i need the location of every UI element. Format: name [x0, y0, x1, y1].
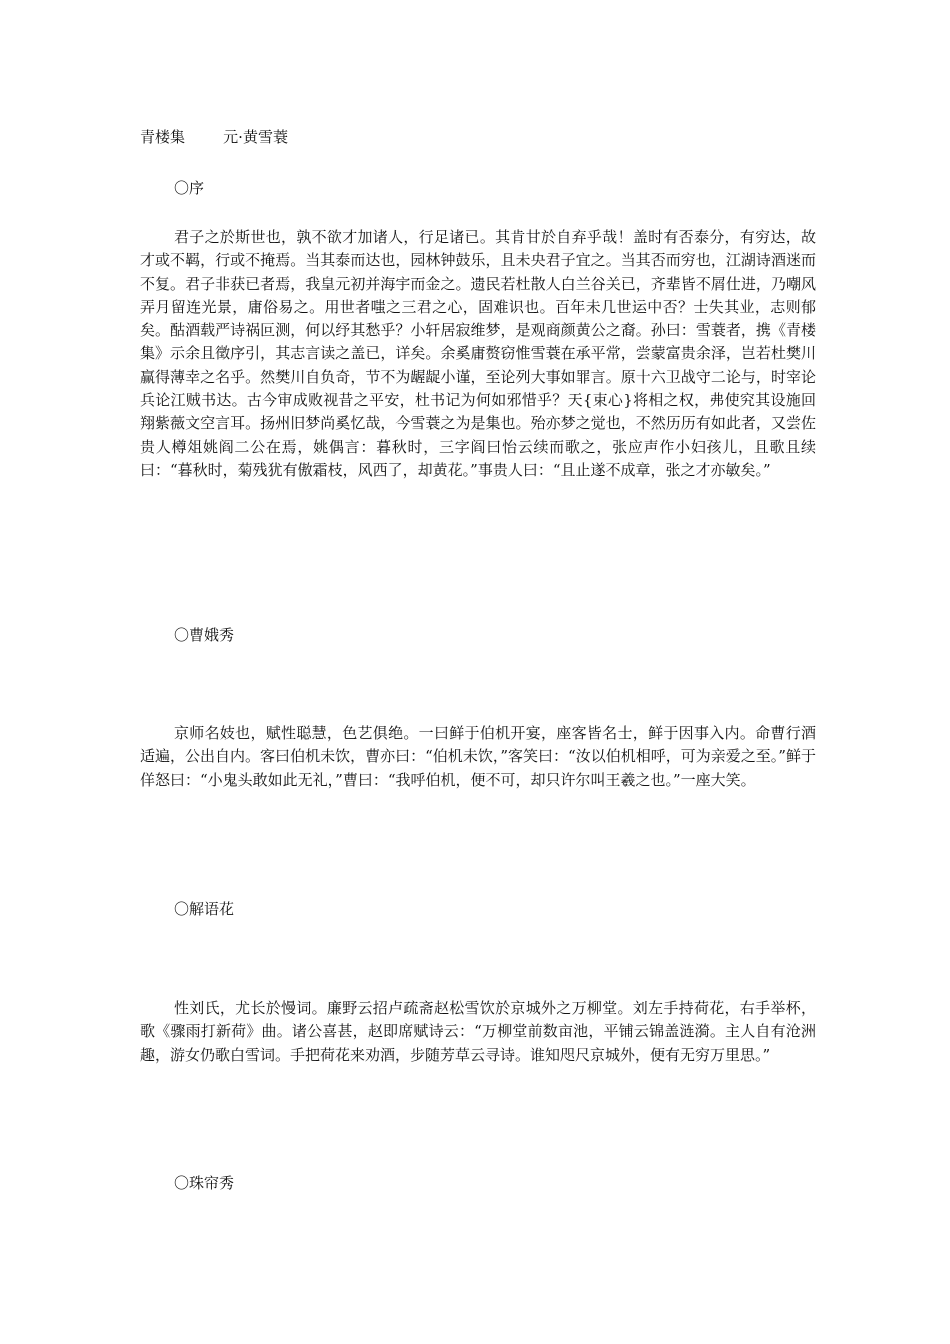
section-text-preface: 君子之於斯世也，孰不欲才加诸人，行足诸已。其肯甘於自弃乎哉！盖时有否泰分，有穷达，故才或不羁，行或不掩焉。当其泰而达也，园林钟鼓乐，且未央君子宜之。当其否而穷也，江湖诗酒迷而不复。君子非获已者焉，我皇元初并海宇而金之。遗民若杜散人白兰谷关已，齐辈皆不屑仕进，乃嘲风弄月留连光景，庸俗易之。用世者嗤之三君之心，固难识也。百年未几世运中否？士失其业，志则郁矣。酤酒载严诗祸叵测，何以纾其愁乎？小轩居寂维梦，是观商颜黄公之裔。孙曰：雪蓑者，携《青楼集》示余且徵序引，其志言读之盖已，详矣。余奚庸赘窃惟雪蓑在承平常，尝蒙富贵余泽，岂若杜樊川赢得薄幸之名乎。然樊川自负奇，节不为龌龊小谨，至论列大事如罪言。原十六卫战守二论与，时宰论兵论江贼书达。古今审成败视昔之平安，杜书记为何如邪惜乎？天{束心}将相之权，弗使究其设施回翔紫薇文空言耳。扬州旧梦尚奚忆哉，今雪蓑之为是集也。殆亦梦之觉也，不然历历有如此者，又尝佐贵人樽俎姚阎二公在焉，姚偶言：暮秋时，三字阎曰怡云续而歌之，张应声作小妇孩儿，且歌且续曰：“暮秋时，菊残犹有傲霜枝，风西了，却黄花。”事贵人曰：“且止遂不成章，张之才亦敏矣。” [140, 228, 816, 479]
section-heading-jie-yuhua: 〇解语花 [174, 900, 235, 918]
section-text-cao-exiu: 京师名妓也，赋性聪慧，色艺俱绝。一曰鲜于伯机开宴，座客皆名士，鲜于因事入内。命曹行酒适遍，公出自内。客曰伯机未饮，曹亦曰：“伯机未饮，”客笑曰：“汝以伯机相呼，可为亲爱之至。”鲜于佯怒曰：“小鬼头敢如此无礼，”曹曰：“我呼伯机，便不可，却只许尔叫王羲之也。”一座大笑。 [140, 724, 816, 789]
document-title-line [140, 126, 288, 148]
document-author: 元·黄雪蓑 [223, 128, 288, 146]
section-heading-preface: 〇序 [174, 179, 205, 197]
document-title: 青楼集 [140, 128, 186, 146]
section-heading-zhu-lianxiu: 〇珠帘秀 [174, 1174, 235, 1192]
section-heading-cao-exiu: 〇曹娥秀 [174, 626, 235, 644]
section-text-jie-yuhua: 性刘氏，尤长於慢词。廉野云招卢疏斋赵松雪饮於京城外之万柳堂。刘左手持荷花，右手举杯，歌《骤雨打新荷》曲。诸公喜甚，赵即席赋诗云：“万柳堂前数亩池，平铺云锦盖涟漪。主人自有沧洲趣，游女仍歌白雪词。手把荷花来劝酒，步随芳草云寻诗。谁知咫尺京城外，便有无穷万里思。” [140, 999, 816, 1064]
